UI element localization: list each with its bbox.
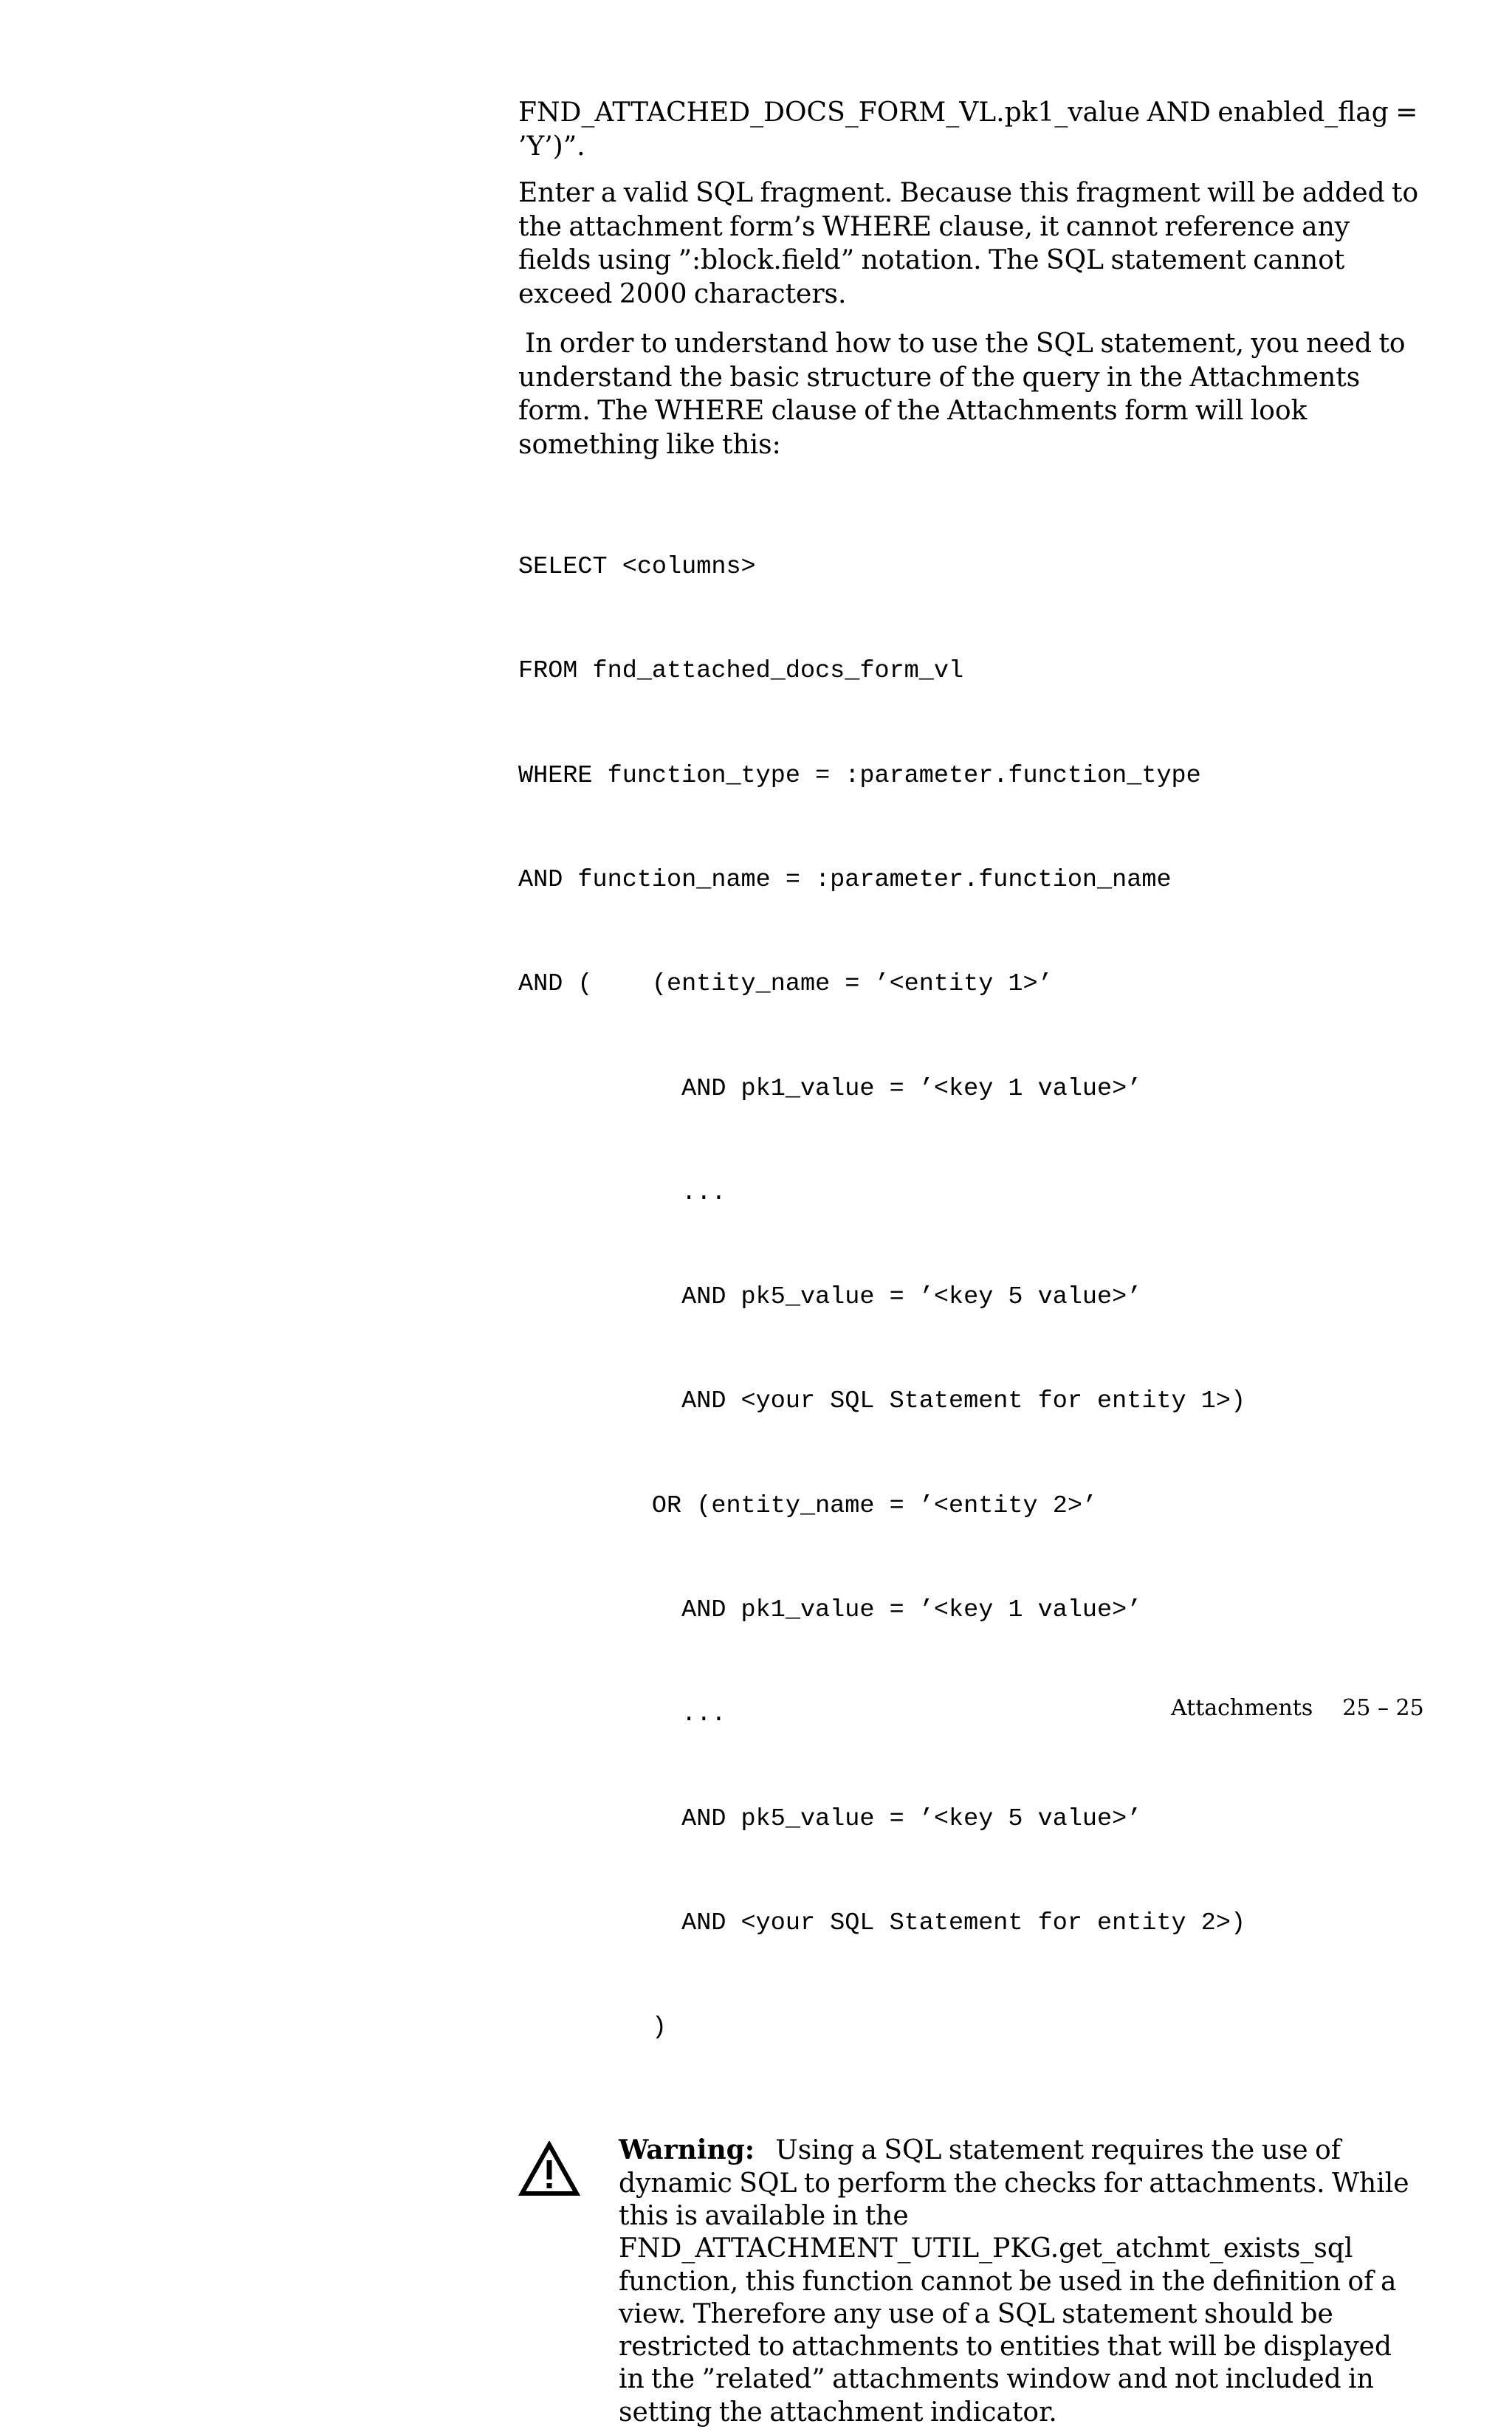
warning-label: Warning: (619, 2134, 755, 2166)
code-line: AND pk1_value = ’<key 1 value>’ (518, 1074, 1142, 1103)
page-footer (1171, 1695, 1424, 1722)
code-line: ... (518, 1700, 726, 1729)
footer-page-number: 25 – 25 (1342, 1695, 1424, 1721)
code-line: AND <your SQL Statement for entity 2>) (518, 1908, 1246, 1937)
code-line: AND pk1_value = ’<key 1 value>’ (518, 1596, 1142, 1624)
paragraph-sql-fragment-rules: Enter a valid SQL fragment. Because this fragment will be added to the attachment form’s WHERE clause, it cannot reference any fields using ”:block.field” notation. The SQL statement cannot exceed 2000 characters. (518, 178, 1419, 309)
code-line: AND <your SQL Statement for entity 1>) (518, 1387, 1246, 1416)
code-line: AND pk5_value = ’<key 5 value>’ (518, 1804, 1142, 1833)
code-line: ) (518, 2013, 667, 2042)
code-line: AND pk5_value = ’<key 5 value>’ (518, 1283, 1142, 1312)
paragraph-query-structure: In order to understand how to use the SQL statement, you need to understand the basic structure of the query in the Attachments form. The WHERE clause of the Attachments form will look something like this: (518, 329, 1406, 460)
code-line: AND ( (entity_name = ’<entity 1>’ (518, 970, 1053, 999)
paragraph-sql-fragment-example: FND_ATTACHED_DOCS_FORM_VL.pk1_value AND enabled_flag = ’Y’)”. (518, 97, 1418, 162)
warning-text (619, 2134, 1419, 2429)
code-line: OR (entity_name = ’<entity 2>’ (518, 1491, 1098, 1520)
code-line: AND function_name = :parameter.function_name (518, 866, 1172, 895)
code-line: ... (518, 1178, 726, 1207)
warning-triangle-icon (518, 2141, 580, 2197)
footer-section-title: Attachments (1171, 1695, 1313, 1721)
code-line: WHERE function_type = :parameter.function_type (518, 761, 1201, 790)
code-line: FROM fnd_attached_docs_form_vl (518, 657, 964, 686)
sql-code-block (518, 481, 1419, 2114)
warning-body: Using a SQL statement requires the use of dynamic SQL to perform the checks for attachments. While this is available in the FND_ATTACHMENT_UTIL_PKG.get_atchmt_exists_sql function, this function cannot be used in the definition of a view. Therefore any use of a SQL statement should be restricted to attachments to entities that will be displayed in the ”related” attachments window and not included in setting the attachment indicator. (619, 2135, 1409, 2428)
code-line: SELECT <columns> (518, 553, 756, 582)
warning-callout (518, 2134, 1419, 2429)
page-content (518, 96, 1419, 2429)
